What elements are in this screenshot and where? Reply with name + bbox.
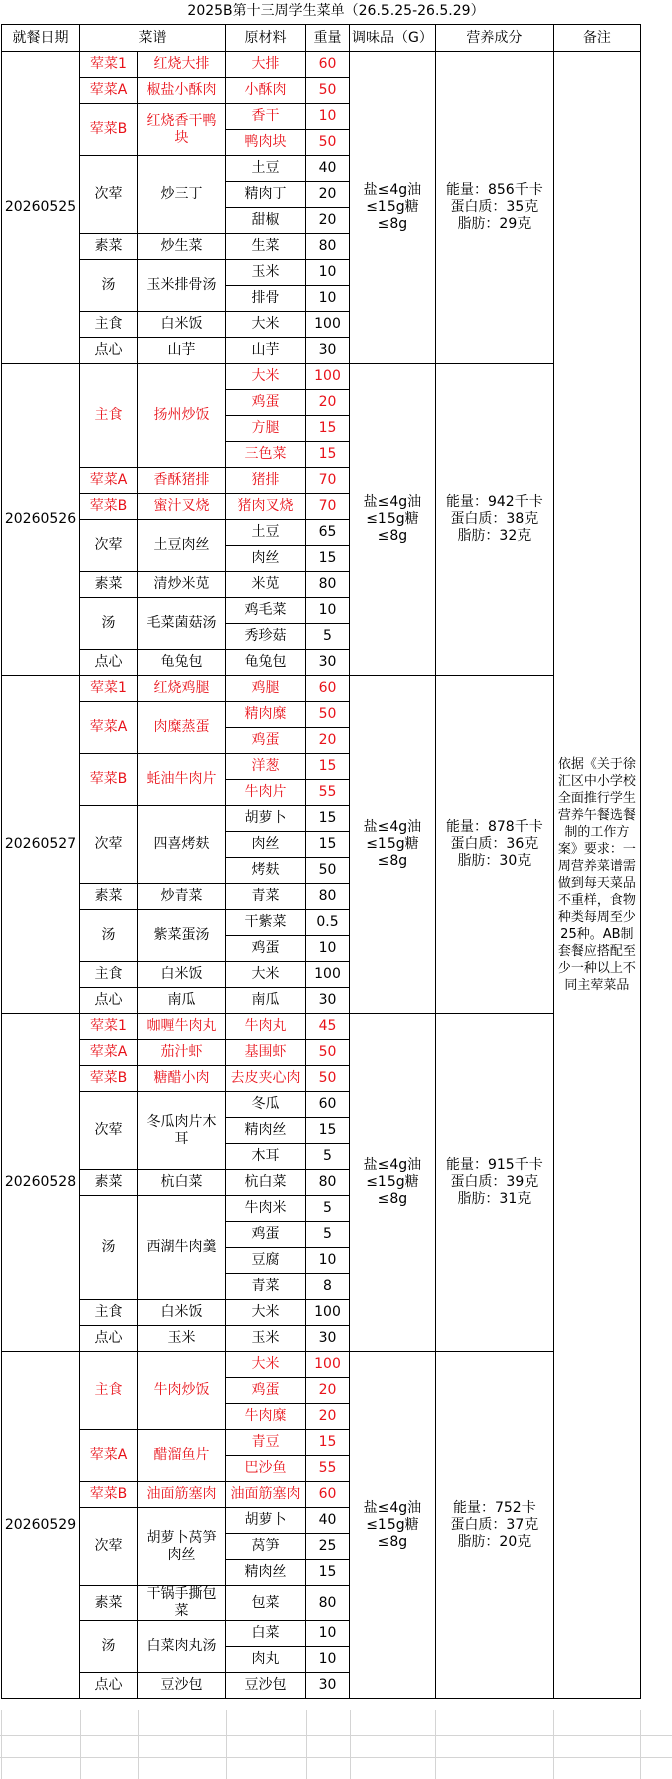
dish-type: 荤菜1 [80, 1014, 138, 1040]
header-row [2, 25, 641, 52]
weight-cell: 20 [306, 1378, 350, 1404]
weight-cell: 60 [306, 1482, 350, 1508]
ingredient-cell: 青菜 [226, 1274, 306, 1300]
nutrition-cell [435, 1014, 553, 1352]
ingredient-cell: 猪肉叉烧 [226, 494, 306, 520]
ingredient-cell: 生菜 [226, 234, 306, 260]
seasoning-cell: 盐≤4g油≤15g糖≤8g [350, 364, 436, 676]
dish-type: 荤菜B [80, 104, 138, 156]
ingredient-cell: 方腿 [226, 416, 306, 442]
weight-cell: 8 [306, 1274, 350, 1300]
weight-cell: 15 [306, 754, 350, 780]
dish-type: 荤菜B [80, 1066, 138, 1092]
ingredient-cell: 肉丸 [226, 1647, 306, 1673]
dish-name: 清炒米苋 [138, 572, 226, 598]
ingredient-cell: 干紫菜 [226, 910, 306, 936]
date-cell: 20260525 [2, 52, 80, 364]
dish-type: 荤菜B [80, 754, 138, 806]
dish-type: 素菜 [80, 572, 138, 598]
table-row [2, 1352, 641, 1378]
dish-type: 素菜 [80, 1170, 138, 1196]
dish-name: 椒盐小酥肉 [138, 78, 226, 104]
weight-cell: 10 [306, 1621, 350, 1647]
ingredient-cell: 鸡腿 [226, 676, 306, 702]
ingredient-cell: 鸡蛋 [226, 728, 306, 754]
weight-cell: 30 [306, 338, 350, 364]
weight-cell: 50 [306, 130, 350, 156]
ingredient-cell: 牛肉丸 [226, 1014, 306, 1040]
ingredient-cell: 鸡蛋 [226, 1378, 306, 1404]
header-dish: 菜谱 [80, 25, 226, 52]
dish-name: 龟兔包 [138, 650, 226, 676]
nutrition-protein: 蛋白质：36克 [450, 836, 539, 852]
ingredient-cell: 山芋 [226, 338, 306, 364]
weight-cell: 10 [306, 936, 350, 962]
weight-cell: 15 [306, 442, 350, 468]
dish-name: 香酥猪排 [138, 468, 226, 494]
grid-line [138, 1710, 139, 1779]
ingredient-cell: 豆腐 [226, 1248, 306, 1274]
dish-name: 蜜汁叉烧 [138, 494, 226, 520]
ingredient-cell: 油面筋塞肉 [226, 1482, 306, 1508]
dish-type: 点心 [80, 338, 138, 364]
weight-cell: 5 [306, 1196, 350, 1222]
ingredient-cell: 香干 [226, 104, 306, 130]
dish-name: 玉米排骨汤 [138, 260, 226, 312]
dish-type: 点心 [80, 1673, 138, 1699]
nutrition-protein: 蛋白质：35克 [450, 199, 539, 215]
date-cell: 20260527 [2, 676, 80, 1014]
ingredient-cell: 精肉糜 [226, 702, 306, 728]
ingredient-cell: 杭白菜 [226, 1170, 306, 1196]
ingredient-cell: 莴笋 [226, 1534, 306, 1560]
weight-cell: 30 [306, 650, 350, 676]
nutrition-protein: 蛋白质：39克 [450, 1174, 539, 1190]
dish-type: 点心 [80, 988, 138, 1014]
weight-cell: 50 [306, 1066, 350, 1092]
ingredient-cell: 青豆 [226, 1430, 306, 1456]
weight-cell: 20 [306, 182, 350, 208]
nutrition-protein: 蛋白质：38克 [450, 511, 539, 527]
dish-type: 荤菜A [80, 702, 138, 754]
nutrition-energy: 能量：915千卡 [445, 1157, 543, 1173]
grid-line [553, 1710, 554, 1779]
weight-cell: 70 [306, 494, 350, 520]
weight-cell: 15 [306, 1560, 350, 1586]
weight-cell: 55 [306, 1456, 350, 1482]
ingredient-cell: 土豆 [226, 520, 306, 546]
ingredient-cell: 大米 [226, 962, 306, 988]
ingredient-cell: 大排 [226, 52, 306, 78]
dish-name: 牛肉炒饭 [138, 1352, 226, 1430]
ingredient-cell: 土豆 [226, 156, 306, 182]
ingredient-cell: 鸡毛菜 [226, 598, 306, 624]
weight-cell: 80 [306, 234, 350, 260]
dish-name: 扬州炒饭 [138, 364, 226, 468]
dish-name: 南瓜 [138, 988, 226, 1014]
dish-type: 荤菜1 [80, 52, 138, 78]
dish-name: 毛菜菌菇汤 [138, 598, 226, 650]
dish-type: 荤菜1 [80, 676, 138, 702]
weight-cell: 5 [306, 1144, 350, 1170]
dish-type: 汤 [80, 1621, 138, 1673]
header-note: 备注 [553, 25, 640, 52]
nutrition-protein: 蛋白质：37克 [450, 1516, 539, 1533]
table-row [2, 676, 641, 702]
dish-name: 醋溜鱼片 [138, 1430, 226, 1482]
ingredient-cell: 玉米 [226, 260, 306, 286]
weight-cell: 60 [306, 52, 350, 78]
dish-name: 红烧大排 [138, 52, 226, 78]
ingredient-cell: 大米 [226, 312, 306, 338]
ingredient-cell: 大米 [226, 1300, 306, 1326]
dish-name: 炒三丁 [138, 156, 226, 234]
weight-cell: 15 [306, 1118, 350, 1144]
table-row [2, 52, 641, 78]
ingredient-cell: 鸡蛋 [226, 1222, 306, 1248]
dish-type: 主食 [80, 1300, 138, 1326]
nutrition-cell [435, 1352, 553, 1699]
date-cell: 20260528 [2, 1014, 80, 1352]
dish-type: 次荤 [80, 156, 138, 234]
weight-cell: 20 [306, 1404, 350, 1430]
weight-cell: 40 [306, 156, 350, 182]
weight-cell: 80 [306, 1170, 350, 1196]
grid-line [226, 1710, 227, 1779]
table-row [2, 1014, 641, 1040]
nutrition-fat: 脂肪：32克 [457, 528, 532, 544]
nutrition-fat: 脂肪：29克 [457, 216, 532, 232]
dish-type: 荤菜A [80, 468, 138, 494]
weight-cell: 0.5 [306, 910, 350, 936]
dish-name: 紫菜蛋汤 [138, 910, 226, 962]
weight-cell: 40 [306, 1508, 350, 1534]
dish-type: 素菜 [80, 234, 138, 260]
dish-type: 次荤 [80, 806, 138, 884]
dish-name: 白米饭 [138, 1300, 226, 1326]
weight-cell: 15 [306, 546, 350, 572]
seasoning-cell: 盐≤4g油≤15g糖≤8g [350, 1014, 436, 1352]
ingredient-cell: 烤麸 [226, 858, 306, 884]
ingredient-cell: 精肉丁 [226, 182, 306, 208]
ingredient-cell: 胡萝卜 [226, 806, 306, 832]
dish-type: 荤菜B [80, 494, 138, 520]
dish-type: 主食 [80, 1352, 138, 1430]
ingredient-cell: 洋葱 [226, 754, 306, 780]
dish-name: 蚝油牛肉片 [138, 754, 226, 806]
dish-name: 白米饭 [138, 962, 226, 988]
dish-name: 杭白菜 [138, 1170, 226, 1196]
dish-name: 炒青菜 [138, 884, 226, 910]
ingredient-cell: 猪排 [226, 468, 306, 494]
ingredient-cell: 大米 [226, 1352, 306, 1378]
weight-cell: 50 [306, 702, 350, 728]
grid-line [350, 1710, 351, 1779]
weight-cell: 10 [306, 260, 350, 286]
header-nutrition: 营养成分 [435, 25, 553, 52]
seasoning-cell: 盐≤4g油≤15g糖≤8g [350, 1352, 436, 1699]
dish-type: 荤菜B [80, 1482, 138, 1508]
weight-cell: 10 [306, 104, 350, 130]
nutrition-cell [435, 52, 553, 364]
weight-cell: 50 [306, 1040, 350, 1066]
ingredient-cell: 南瓜 [226, 988, 306, 1014]
dish-type: 主食 [80, 962, 138, 988]
weight-cell: 10 [306, 598, 350, 624]
weight-cell: 80 [306, 884, 350, 910]
dish-name: 红烧香干鸭块 [138, 104, 226, 156]
grid-line [435, 1710, 436, 1779]
weight-cell: 30 [306, 988, 350, 1014]
dish-type: 荤菜A [80, 1040, 138, 1066]
dish-name: 油面筋塞肉 [138, 1482, 226, 1508]
weight-cell: 15 [306, 416, 350, 442]
ingredient-cell: 肉丝 [226, 546, 306, 572]
weight-cell: 10 [306, 286, 350, 312]
grid-line [0, 1757, 672, 1758]
dish-type: 点心 [80, 650, 138, 676]
dish-type: 素菜 [80, 884, 138, 910]
date-cell: 20260529 [2, 1352, 80, 1699]
ingredient-cell: 豆沙包 [226, 1673, 306, 1699]
ingredient-cell: 巴沙鱼 [226, 1456, 306, 1482]
ingredient-cell: 玉米 [226, 1326, 306, 1352]
ingredient-cell: 基围虾 [226, 1040, 306, 1066]
header-ingredient: 原材料 [226, 25, 306, 52]
note-cell: 依据《关于徐汇区中小学校全面推行学生营养午餐选餐制的工作方案》要求：一周营养菜谱需做到每天菜品不重样，食物种类每周至少25种。AB制套餐应搭配至少一种以上不同主荤菜品 [553, 52, 640, 1699]
weight-cell: 65 [306, 520, 350, 546]
weight-cell: 80 [306, 572, 350, 598]
weight-cell: 20 [306, 728, 350, 754]
date-cell: 20260526 [2, 364, 80, 676]
dish-type: 次荤 [80, 520, 138, 572]
ingredient-cell: 胡萝卜 [226, 1508, 306, 1534]
weight-cell: 30 [306, 1326, 350, 1352]
dish-type: 次荤 [80, 1508, 138, 1586]
nutrition-cell [435, 676, 553, 1014]
seasoning-cell: 盐≤4g油≤15g糖≤8g [350, 52, 436, 364]
nutrition-fat: 脂肪：20克 [457, 1533, 532, 1550]
ingredient-cell: 秀珍菇 [226, 624, 306, 650]
nutrition-cell [435, 364, 553, 676]
dish-name: 干锅手撕包菜 [138, 1586, 226, 1621]
ingredient-cell: 排骨 [226, 286, 306, 312]
ingredient-cell: 小酥肉 [226, 78, 306, 104]
dish-name: 茄汁虾 [138, 1040, 226, 1066]
dish-type: 荤菜A [80, 78, 138, 104]
ingredient-cell: 白菜 [226, 1621, 306, 1647]
dish-name: 红烧鸡腿 [138, 676, 226, 702]
weight-cell: 50 [306, 78, 350, 104]
dish-name: 胡萝卜莴笋肉丝 [138, 1508, 226, 1586]
dish-name: 白米饭 [138, 312, 226, 338]
dish-name: 炒生菜 [138, 234, 226, 260]
header-date: 就餐日期 [2, 25, 80, 52]
ingredient-cell: 牛肉米 [226, 1196, 306, 1222]
grid-line [640, 1710, 641, 1779]
ingredient-cell: 牛肉片 [226, 780, 306, 806]
ingredient-cell: 青菜 [226, 884, 306, 910]
nutrition-energy: 能量：942千卡 [445, 494, 543, 510]
ingredient-cell: 鸡蛋 [226, 390, 306, 416]
grid-line [1, 1710, 2, 1779]
dish-type: 主食 [80, 364, 138, 468]
grid-line [306, 1710, 307, 1779]
nutrition-energy: 能量：752卡 [452, 1499, 536, 1516]
weight-cell: 20 [306, 208, 350, 234]
dish-name: 肉糜蒸蛋 [138, 702, 226, 754]
ingredient-cell: 包菜 [226, 1586, 306, 1621]
ingredient-cell: 鸭肉块 [226, 130, 306, 156]
weight-cell: 10 [306, 1647, 350, 1673]
weight-cell: 30 [306, 1673, 350, 1699]
weight-cell: 20 [306, 390, 350, 416]
page-title: 2025B第十三周学生菜单（26.5.25-26.5.29） [187, 3, 485, 19]
weight-cell: 60 [306, 676, 350, 702]
dish-type: 汤 [80, 910, 138, 962]
weight-cell: 50 [306, 858, 350, 884]
weight-cell: 80 [306, 1586, 350, 1621]
dish-name: 咖喱牛肉丸 [138, 1014, 226, 1040]
grid-line [80, 1710, 81, 1779]
dish-name: 土豆肉丝 [138, 520, 226, 572]
weight-cell: 100 [306, 962, 350, 988]
dish-type: 荤菜A [80, 1430, 138, 1482]
header-weight: 重量 [306, 25, 350, 52]
seasoning-cell: 盐≤4g油≤15g糖≤8g [350, 676, 436, 1014]
grid-line [0, 1735, 672, 1736]
weight-cell: 70 [306, 468, 350, 494]
header-seasoning: 调味品（G） [350, 25, 436, 52]
ingredient-cell: 精肉丝 [226, 1560, 306, 1586]
weight-cell: 5 [306, 624, 350, 650]
weight-cell: 100 [306, 364, 350, 390]
ingredient-cell: 鸡蛋 [226, 936, 306, 962]
dish-name: 糖醋小肉 [138, 1066, 226, 1092]
dish-name: 玉米 [138, 1326, 226, 1352]
weight-cell: 10 [306, 1248, 350, 1274]
ingredient-cell: 大米 [226, 364, 306, 390]
nutrition-energy: 能量：878千卡 [445, 819, 543, 835]
dish-name: 四喜烤麸 [138, 806, 226, 884]
ingredient-cell: 龟兔包 [226, 650, 306, 676]
ingredient-cell: 冬瓜 [226, 1092, 306, 1118]
dish-name: 山芋 [138, 338, 226, 364]
ingredient-cell: 牛肉糜 [226, 1404, 306, 1430]
nutrition-energy: 能量：856千卡 [445, 182, 543, 198]
weight-cell: 100 [306, 1300, 350, 1326]
dish-type: 次荤 [80, 1092, 138, 1170]
dish-name: 白菜肉丸汤 [138, 1621, 226, 1673]
weight-cell: 55 [306, 780, 350, 806]
dish-name: 西湖牛肉羹 [138, 1196, 226, 1300]
menu-table [1, 24, 641, 1699]
ingredient-cell: 肉丝 [226, 832, 306, 858]
weight-cell: 45 [306, 1014, 350, 1040]
weight-cell: 5 [306, 1222, 350, 1248]
dish-type: 点心 [80, 1326, 138, 1352]
ingredient-cell: 去皮夹心肉 [226, 1066, 306, 1092]
ingredient-cell: 三色菜 [226, 442, 306, 468]
table-row [2, 364, 641, 390]
weight-cell: 25 [306, 1534, 350, 1560]
dish-type: 主食 [80, 312, 138, 338]
dish-type: 汤 [80, 1196, 138, 1300]
dish-name: 冬瓜肉片木耳 [138, 1092, 226, 1170]
dish-type: 素菜 [80, 1586, 138, 1621]
nutrition-fat: 脂肪：30克 [457, 853, 532, 869]
weight-cell: 15 [306, 832, 350, 858]
ingredient-cell: 甜椒 [226, 208, 306, 234]
ingredient-cell: 米苋 [226, 572, 306, 598]
weight-cell: 15 [306, 806, 350, 832]
nutrition-fat: 脂肪：31克 [457, 1191, 532, 1207]
weight-cell: 100 [306, 312, 350, 338]
dish-type: 汤 [80, 260, 138, 312]
menu-table-body [2, 25, 641, 1699]
weight-cell: 100 [306, 1352, 350, 1378]
ingredient-cell: 木耳 [226, 1144, 306, 1170]
weight-cell: 15 [306, 1430, 350, 1456]
dish-name: 豆沙包 [138, 1673, 226, 1699]
dish-type: 汤 [80, 598, 138, 650]
ingredient-cell: 精肉丝 [226, 1118, 306, 1144]
weight-cell: 60 [306, 1092, 350, 1118]
